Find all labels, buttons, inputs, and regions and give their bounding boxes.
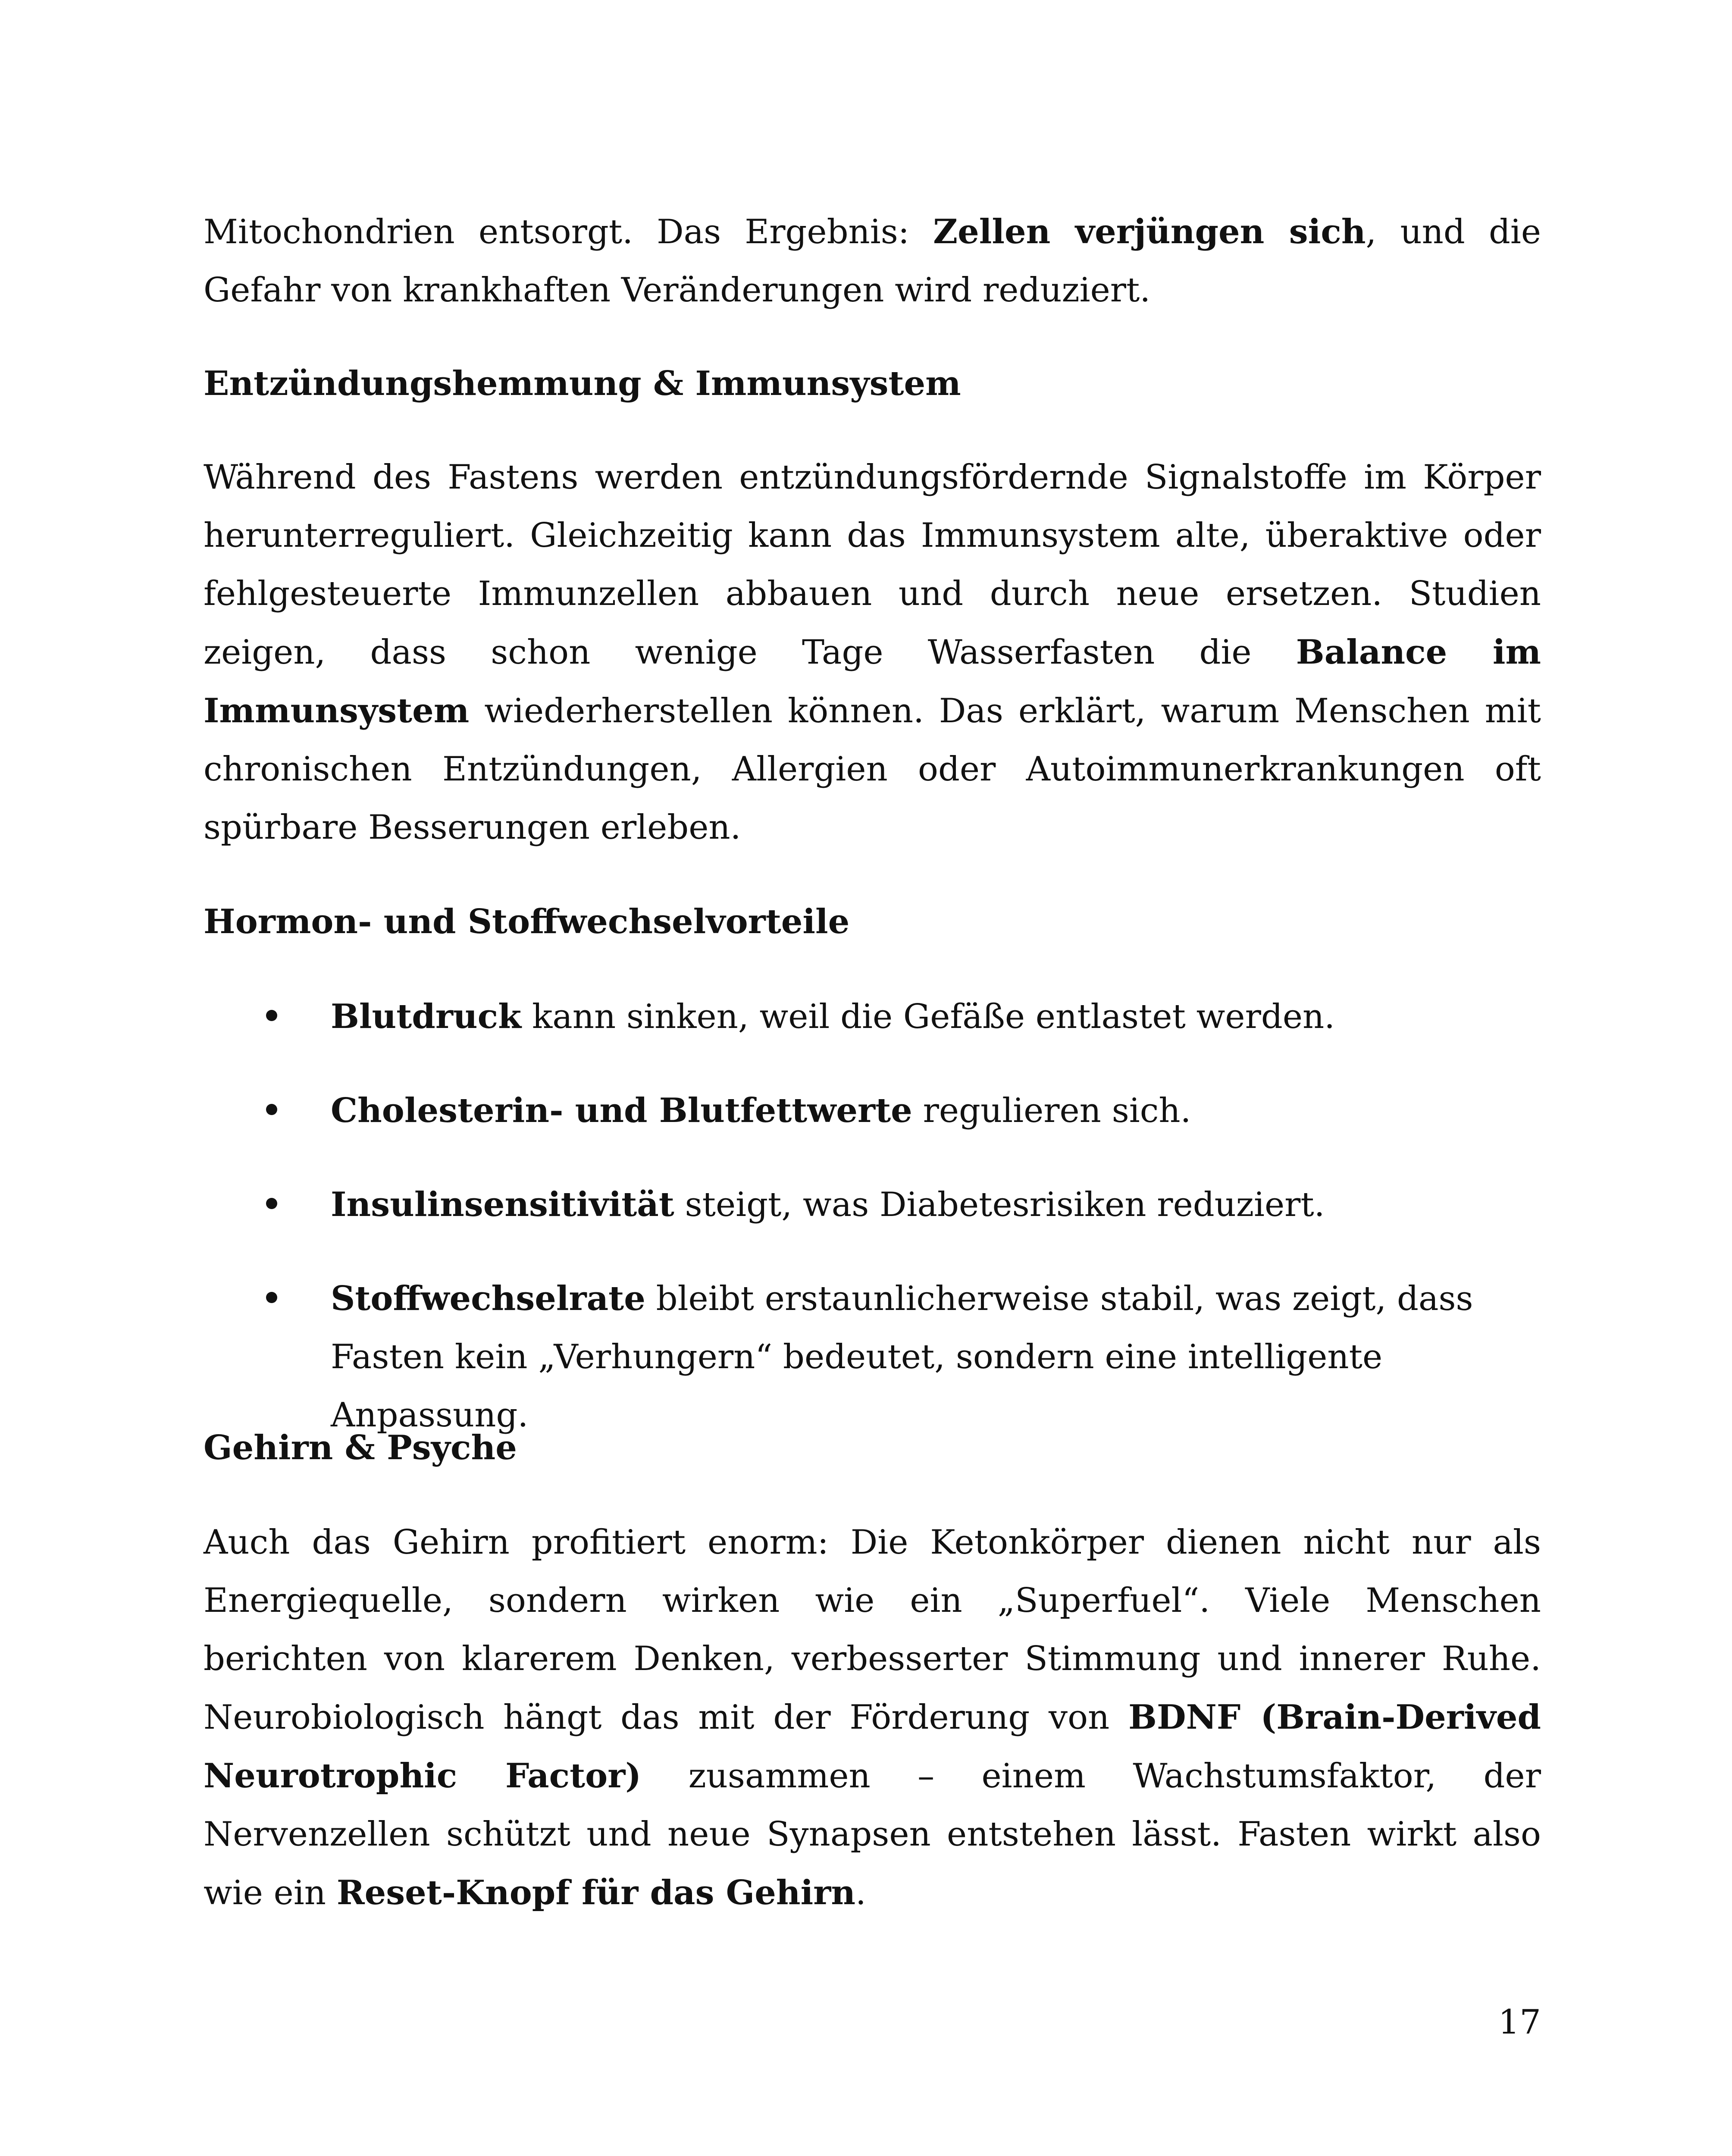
brain-text-2: zusammen – einem Wachstumsfaktor, der Nervenzellen schützt und neue Synapsen entstehen lässt. Fasten wirkt also wie ein <box>204 1757 1541 1912</box>
intro-paragraph <box>204 203 1541 320</box>
heading-immune: Entzündungshemmung & Immunsystem <box>204 364 961 403</box>
immune-paragraph <box>204 448 1541 857</box>
immune-text-1: Während des Fastens werden entzündungsfördernde Signalstoffe im Körper herunterreguliert. Gleichzeitig kann das Immunsystem alte, überaktive oder fehlgesteuerte Immunzellen abbauen und durch neue ersetzen. Studien zeigen, dass schon wenige Tage Wasserfasten die <box>204 458 1541 672</box>
immune-bold-1: Balance im Immunsystem <box>204 633 1541 730</box>
list-item-text: kann sinken, weil die Gefäße entlastet werden. <box>521 997 1335 1036</box>
bullet-icon <box>266 1104 277 1115</box>
list-item-text: regulieren sich. <box>912 1091 1191 1130</box>
brain-bold-1: BDNF (Brain-Derived Neurotrophic Factor) <box>204 1698 1541 1796</box>
list-item <box>204 1081 1541 1140</box>
bullet-icon <box>266 1010 277 1021</box>
list-item-text: steigt, was Diabetesrisiken reduziert. <box>674 1185 1325 1224</box>
list-item <box>204 1175 1541 1234</box>
brain-text-3: . <box>855 1874 866 1912</box>
hormone-benefits-list <box>204 987 1541 1445</box>
brain-bold-2: Reset-Knopf für das Gehirn <box>336 1873 856 1912</box>
list-item-bold: Stoffwechselrate <box>331 1279 645 1318</box>
list-item-text: bleibt erstaunlicherweise stabil, was zeigt, dass Fasten kein „Verhungern“ bedeutet, sondern eine intelligente Anpassung. <box>331 1279 1473 1435</box>
brain-text-1: Auch das Gehirn profitiert enorm: Die Ketonkörper dienen nicht nur als Energiequelle, sondern wirken wie ein „Superfuel“. Viele Menschen berichten von klarerem Denken, verbesserter Stimmung und innerer Ruhe. Neurobiologisch hängt das mit der Förderung von <box>204 1523 1541 1737</box>
intro-text-1: Mitochondrien entsorgt. Das Ergebnis: <box>204 213 933 251</box>
list-item-bold: Insulinsensitivität <box>331 1185 674 1224</box>
bullet-icon <box>266 1198 277 1209</box>
list-item <box>204 987 1541 1046</box>
brain-paragraph <box>204 1514 1541 1922</box>
page-number: 17 <box>1498 2003 1541 2042</box>
list-item-bold: Blutdruck <box>331 997 522 1036</box>
heading-brain: Gehirn & Psyche <box>204 1428 517 1467</box>
heading-hormones: Hormon- und Stoffwechselvorteile <box>204 902 850 941</box>
list-item-bold: Cholesterin- und Blutfettwerte <box>331 1091 912 1130</box>
immune-text-2: wiederherstellen können. Das erklärt, warum Menschen mit chronischen Entzündungen, Allergien oder Autoimmunerkrankungen oft spürbare Besserungen erleben. <box>204 692 1541 847</box>
intro-bold-1: Zellen verjüngen sich <box>933 212 1366 251</box>
bullet-icon <box>266 1292 277 1303</box>
intro-text-2: , und die Gefahr von krankhaften Veränderungen wird reduziert. <box>204 213 1541 310</box>
